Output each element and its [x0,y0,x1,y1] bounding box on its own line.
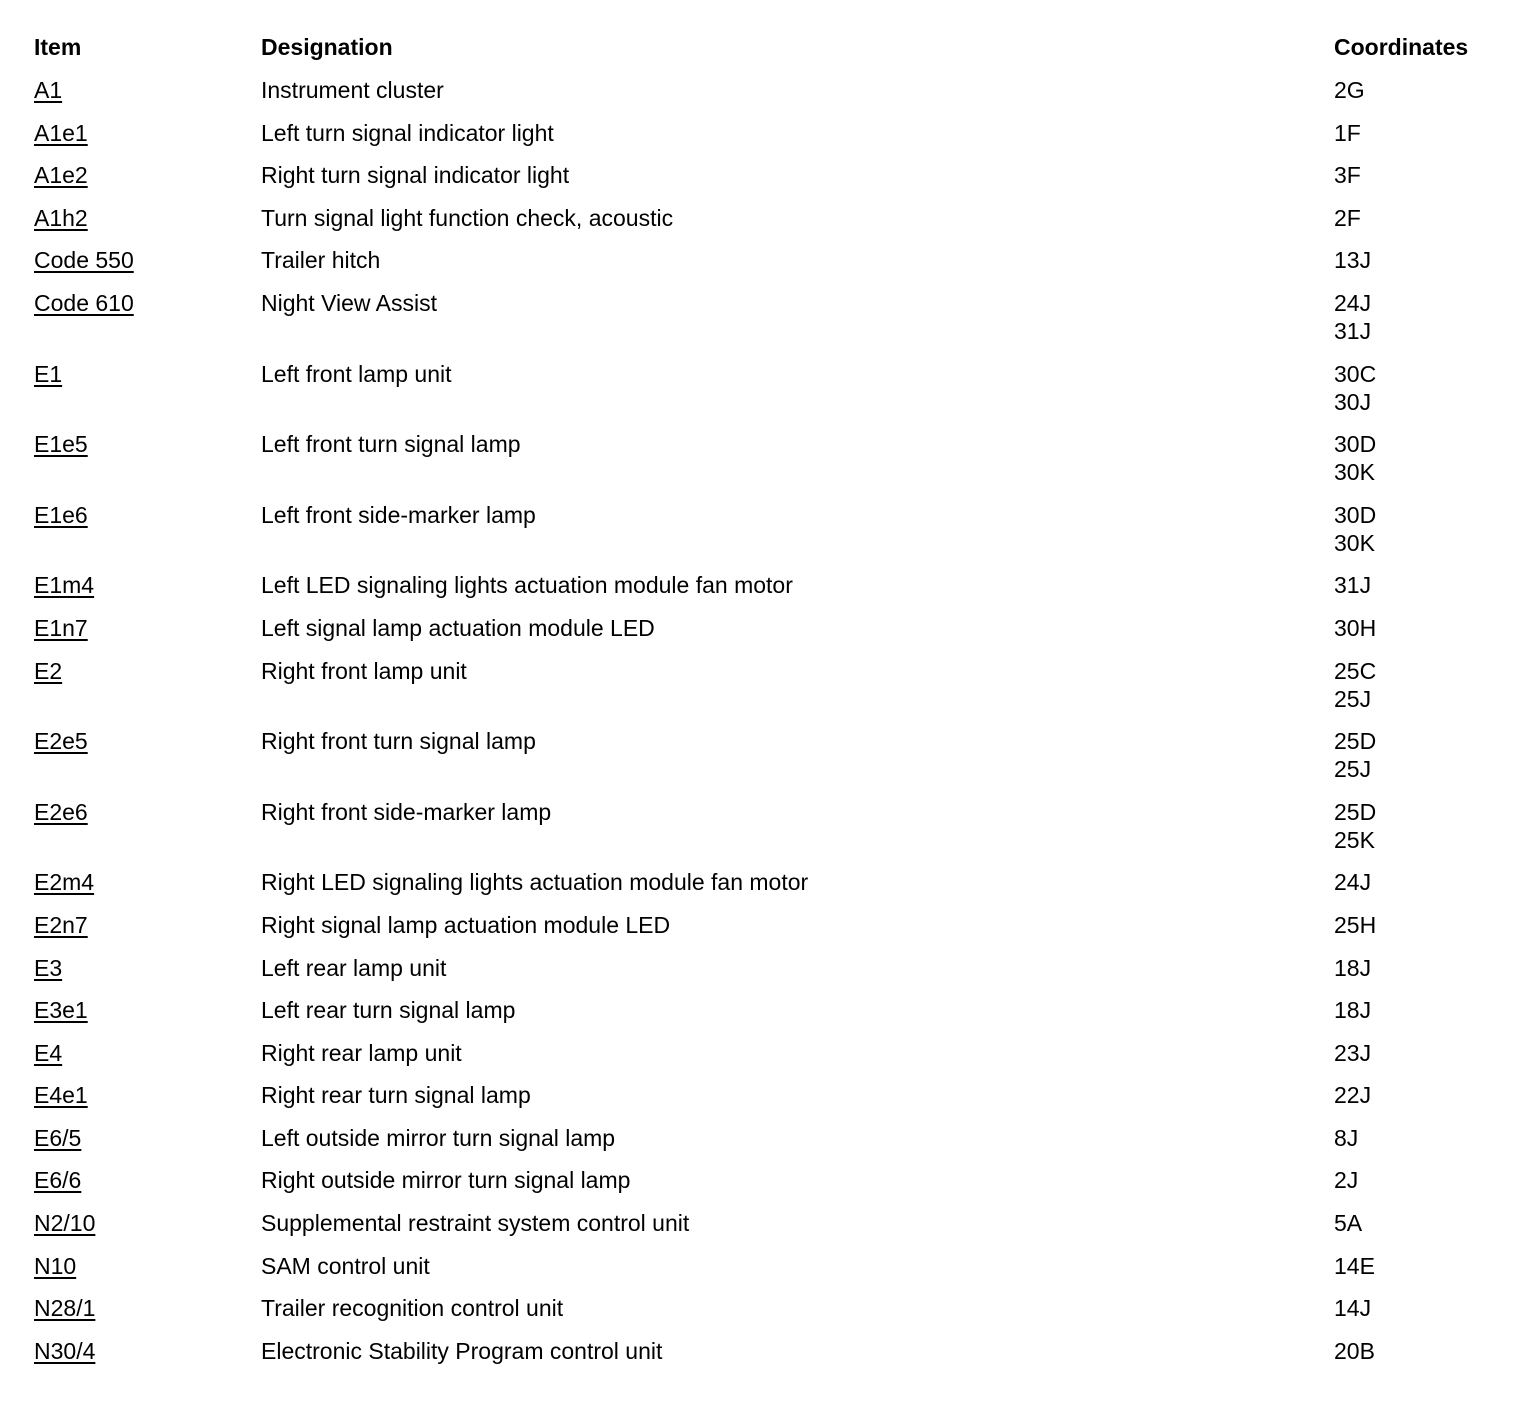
designation-cell: Left front side-marker lamp [261,501,536,528]
item-link[interactable]: E1m4 [34,572,95,599]
designation-cell: Right front side-marker lamp [261,798,552,825]
item-link[interactable]: E6/5 [34,1124,82,1151]
coordinates-cell [1334,1252,1494,1295]
coordinate-value: 18J [1334,954,1372,981]
component-legend-table [34,33,1494,1379]
coordinates-cell [1334,954,1494,997]
coordinate-value: 24J [1334,869,1372,896]
item-cell [34,614,261,657]
item-cell [34,996,261,1039]
coordinates-cell [1334,289,1494,360]
coordinates-cell [1334,727,1494,798]
coordinate-value: 22J [1334,1082,1372,1109]
coordinates-cell [1334,614,1494,657]
table-row [34,1039,1494,1082]
coordinate-value: 30J [1334,388,1372,415]
coordinate-value: 25H [1334,911,1377,938]
coordinates-cell [1334,1124,1494,1167]
item-cell [34,657,261,728]
coordinates-cell [1334,571,1494,614]
table-row [34,657,1494,728]
item-cell [34,1337,261,1380]
item-cell [34,868,261,911]
item-cell [34,1252,261,1295]
table-row [34,1124,1494,1167]
table-row [34,204,1494,247]
table-row [34,1252,1494,1295]
coordinates-cell [1334,1209,1494,1252]
designation-cell: Supplemental restraint system control unit [261,1210,690,1237]
item-cell [34,430,261,501]
item-link[interactable]: E2 [34,657,63,684]
table-row [34,289,1494,360]
item-cell [34,1124,261,1167]
item-cell [34,1166,261,1209]
item-cell [34,954,261,997]
coordinates-cell [1334,360,1494,431]
item-link[interactable]: Code 550 [34,247,134,274]
coordinate-value: 25D [1334,798,1377,825]
coordinates-cell [1334,1166,1494,1209]
table-row [34,1166,1494,1209]
coordinate-value: 20B [1334,1337,1375,1364]
coordinate-value: 30D [1334,501,1377,528]
designation-cell: Right turn signal indicator light [261,162,570,189]
coordinate-value: 31J [1334,317,1372,344]
coordinates-cell [1334,1294,1494,1337]
coordinate-value: 30K [1334,529,1375,556]
designation-cell: Right outside mirror turn signal lamp [261,1167,631,1194]
coordinates-cell [1334,798,1494,869]
item-cell [34,119,261,162]
item-cell [34,204,261,247]
designation-cell: Electronic Stability Program control unit [261,1337,663,1364]
table-row [34,76,1494,119]
item-link[interactable]: N2/10 [34,1210,96,1237]
coordinate-value: 31J [1334,572,1372,599]
item-link[interactable]: A1e1 [34,119,88,146]
designation-cell: Left rear turn signal lamp [261,997,516,1024]
item-link[interactable]: N30/4 [34,1337,96,1364]
coordinates-cell [1334,161,1494,204]
item-cell [34,1081,261,1124]
table-row [34,571,1494,614]
coordinate-value: 25K [1334,826,1375,853]
item-link[interactable]: A1e2 [34,162,88,189]
item-link[interactable]: E1e5 [34,431,88,458]
item-cell [34,1294,261,1337]
designation-cell: Turn signal light function check, acoustic [261,204,674,231]
item-link[interactable]: E1e6 [34,501,88,528]
coordinates-cell [1334,1039,1494,1082]
item-cell [34,727,261,798]
coordinate-value: 2F [1334,204,1361,231]
item-cell [34,246,261,289]
coordinates-cell [1334,911,1494,954]
coordinate-value: 2G [1334,77,1365,103]
designation-cell: Right rear turn signal lamp [261,1082,531,1109]
item-link[interactable]: A1 [34,77,63,103]
designation-cell: SAM control unit [261,1252,430,1279]
table-header-row [34,33,1494,76]
coordinate-value: 25D [1334,728,1377,755]
item-link[interactable]: A1h2 [34,204,88,231]
item-link[interactable]: E6/6 [34,1167,82,1194]
item-cell [34,1209,261,1252]
coordinate-value: 14E [1334,1252,1375,1279]
designation-cell: Right front turn signal lamp [261,728,536,755]
item-cell [34,76,261,119]
designation-cell: Left front lamp unit [261,360,452,387]
coordinates-cell [1334,1337,1494,1380]
item-link[interactable]: E1n7 [34,614,88,641]
item-link[interactable]: E2e5 [34,728,88,755]
item-link[interactable]: E3 [34,954,63,981]
coordinates-cell [1334,657,1494,728]
designation-cell: Left outside mirror turn signal lamp [261,1124,616,1151]
designation-cell: Instrument cluster [261,77,444,103]
coordinate-value: 25J [1334,685,1372,712]
item-link[interactable]: E2n7 [34,911,88,938]
table-row [34,161,1494,204]
designation-cell: Left signal lamp actuation module LED [261,614,655,641]
item-cell [34,360,261,431]
item-cell [34,798,261,869]
designation-cell: Trailer hitch [261,247,381,274]
coordinates-cell [1334,204,1494,247]
item-column-header: Item [34,34,82,60]
coordinate-value: 8J [1334,1124,1359,1151]
item-cell [34,501,261,572]
coordinates-column-header: Coordinates [1334,34,1469,60]
table-row [34,246,1494,289]
item-link[interactable]: E4 [34,1039,63,1066]
table-row [34,1294,1494,1337]
coordinate-value: 2J [1334,1167,1359,1194]
coordinates-cell [1334,76,1494,119]
coordinate-value: 30D [1334,431,1377,458]
designation-cell: Right LED signaling lights actuation module fan motor [261,869,809,896]
table-row [34,1337,1494,1380]
coordinate-value: 24J [1334,289,1372,316]
designation-cell: Trailer recognition control unit [261,1295,564,1322]
table-body [34,76,1494,1379]
table-row [34,996,1494,1039]
coordinate-value: 30C [1334,360,1377,387]
coordinate-value: 3F [1334,162,1361,189]
designation-cell: Right signal lamp actuation module LED [261,911,671,938]
item-link[interactable]: E1 [34,360,63,387]
designation-cell: Left turn signal indicator light [261,119,554,146]
coordinate-value: 30K [1334,459,1375,486]
item-cell [34,1039,261,1082]
item-cell [34,161,261,204]
item-link[interactable]: E4e1 [34,1082,88,1109]
item-link[interactable]: N10 [34,1252,77,1279]
item-link[interactable]: N28/1 [34,1295,96,1322]
coordinate-value: 13J [1334,247,1372,274]
coordinates-cell [1334,501,1494,572]
item-link[interactable]: E3e1 [34,997,88,1024]
designation-cell: Left rear lamp unit [261,954,447,981]
coordinate-value: 30H [1334,614,1377,641]
designation-column-header: Designation [261,34,393,60]
table-row [34,911,1494,954]
item-cell [34,911,261,954]
table-row [34,501,1494,572]
coordinate-value: 14J [1334,1295,1372,1322]
table-row [34,360,1494,431]
table-row [34,614,1494,657]
table-row [34,430,1494,501]
coordinates-cell [1334,430,1494,501]
table-row [34,1081,1494,1124]
table-row [34,798,1494,869]
designation-cell: Right front lamp unit [261,657,467,684]
coordinate-value: 25C [1334,657,1377,684]
coordinates-cell [1334,868,1494,911]
table-row [34,1209,1494,1252]
table-row [34,119,1494,162]
coordinate-value: 1F [1334,119,1361,146]
designation-cell: Left LED signaling lights actuation module fan motor [261,572,793,599]
table-row [34,954,1494,997]
designation-cell: Left front turn signal lamp [261,431,521,458]
designation-cell: Right rear lamp unit [261,1039,462,1066]
coordinates-cell [1334,246,1494,289]
coordinate-value: 5A [1334,1210,1363,1237]
coordinates-cell [1334,119,1494,162]
item-link[interactable]: E2e6 [34,798,88,825]
coordinate-value: 18J [1334,997,1372,1024]
item-link[interactable]: Code 610 [34,289,134,316]
coordinates-cell [1334,996,1494,1039]
table-row [34,868,1494,911]
item-cell [34,289,261,360]
coordinate-value: 25J [1334,756,1372,783]
item-link[interactable]: E2m4 [34,869,95,896]
designation-cell: Night View Assist [261,289,437,316]
coordinate-value: 23J [1334,1039,1372,1066]
coordinates-cell [1334,1081,1494,1124]
item-cell [34,571,261,614]
table-row [34,727,1494,798]
